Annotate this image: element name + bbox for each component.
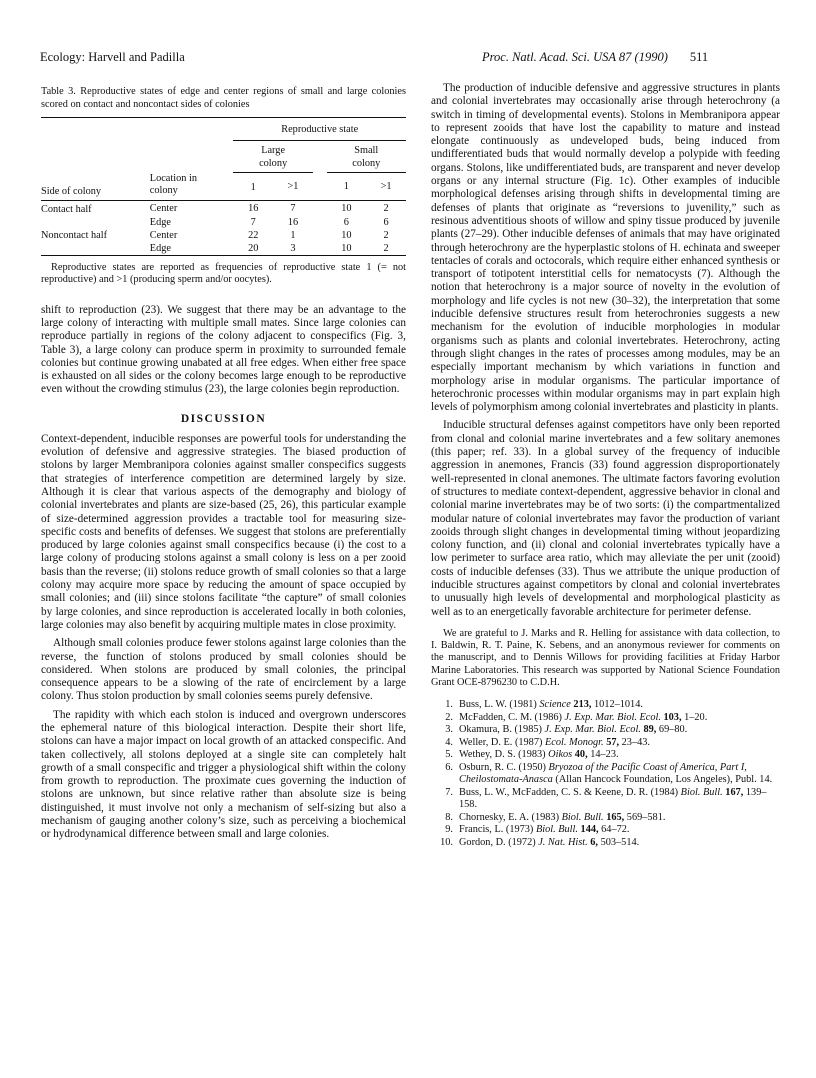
body-paragraph: The rapidity with which each stolon is induced and overgrown underscores the ephemeral nature of this biological interaction. Despite their short life, stolons can have a major impact on local growth of an attacked conspecific. And taken collectively, all stolons deployed at a single site can completely halt growth of a small conspecific and trigger a physiological shift within the colony from growth to reproduction. The proximate cues governing the induction of stolons are unknown, but since relative rather than absolute size is being distinguished, it must involve not only a mechanism of self-sizing but also a mechanism of gauging another colony’s size, such as perceiving a biochemical or hydrodynamical difference between small and large colonies. <box>41 708 406 841</box>
running-header-left: Ecology: Harvell and Padilla <box>40 50 185 64</box>
table-header-large-colony: Large colony <box>259 145 288 169</box>
table-subheader: 1 <box>327 173 367 201</box>
table-subheader: 1 <box>233 173 273 201</box>
right-column <box>431 82 780 849</box>
table-caption: Table 3. Reproductive states of edge and center regions of small and large colonies scored on contact and noncontact sides of colonies <box>41 86 406 110</box>
table-row: Contact half Center 16 7 10 2 <box>41 202 389 215</box>
table-header-repro-state: Reproductive state <box>233 120 406 141</box>
journal-citation: Proc. Natl. Acad. Sci. USA 87 (1990) <box>482 50 668 64</box>
reference-item: 5. Wethey, D. S. (1983) Oikos 40, 14–23. <box>445 749 619 761</box>
table-row: Edge 7 16 6 6 <box>149 216 389 228</box>
body-paragraph: The production of inducible defensive and aggressive structures in plants and colonial invertebrates may occasionally arise through heterochrony (a switch in timing of developmental events). Stolons in Membranipora appear to represent zooids that have lost the capability to mature and instead elongate continuously as undeveloped buds, being induced from undifferentiated buds that would normally develop a polypide with feeding organs. Stolons, like undifferentiated buds, are transparent and never develop organs or any internal structure (Fig. 1c). Other examples of inducible morphological defenses arising through shifts in developmental timing are defenses of plants that originate as “reversions to juvenility,” such as resinous adventitious shoots of willow and spiny tissue produced by juvenile plants (27–29). Other inducible defenses of animals that may have originated through heterochrony are the hyperplastic stolons of H. echinata and sweeper tentacles of corals and octocorals, which require either enhanced synthesis or transport of totipotent interstitial cells for nematocysts (7). Although the notion that heterochrony is a major source of novelty in the evolution of morphology and life cycles is not new (30–32), the interpretation that some inducible defensive structures result from heterochronies suggests a new mechanism for the evolution of inducible morphologies in modular organisms such as plants and colonial invertebrates. Heterochrony, acting through slight changes in the rates of processes among modules, may be an especially important mechanism by which variations in function and morphology arise in modular organisms. The particular importance of heterochronic processes within modular organisms may in part explain high levels of polymorphism among colonial invertebrates and plasticity in plants. <box>431 82 780 414</box>
section-heading: DISCUSSION <box>180 412 267 425</box>
reference-item: 10. Gordon, D. (1972) J. Nat. Hist. 6, 503–514. <box>440 836 640 848</box>
left-column <box>41 86 406 842</box>
reference-item: 8. Chornesky, E. A. (1983) Biol. Bull. 165, 569–581. <box>445 811 666 823</box>
running-header-right <box>482 50 708 65</box>
reference-item: 3. Okamura, B. (1985) J. Exp. Mar. Biol. Ecol. 89, 69–80. <box>445 724 688 736</box>
table-row: Edge 20 3 10 2 <box>41 242 406 256</box>
table-footnote: Reproductive states are reported as frequencies of reproductive state 1 (= not reproductive) and >1 (producing sperm and/or oocytes). <box>41 261 406 286</box>
acknowledgments: We are grateful to J. Marks and R. Helling for assistance with data collection, to I. Baldwin, R. T. Paine, K. Sebens, and an anonymous reviewer for comments on the manuscript, and to Dennis Willows for providing facilities at Friday Harbor Marine Laboratories. This research was supported by National Science Foundation Grant OCE-8796230 to C.D.H. <box>431 627 780 689</box>
body-paragraph: Inducible structural defenses against competitors have only been reported from clonal and colonial marine invertebrates and a few solitary anemones (this paper; ref. 33). In a global survey of the frequency of inducible aggression in anemones, Francis (33) found aggression disproportionately well-represented in clonal anemones. The ultimate factors favoring evolution of structures to mediate context-dependent, aggressive behavior in clonal and colonial marine invertebrates may be of two sorts: (i) the compartmentalized modular nature of colonial invertebrates may favor the production of variant zooids through slight changes in developmental timing without jeopardizing colony function, and (ii) clonal and colonial invertebrates typically have a low perimeter to surface area ratio, which may alleviate the per unit (zooid) costs of inducible defenses (33). Thus we attribute the unique production of inducible structures against competitors by clonal and colonial invertebrates to unusually high levels of developmental and morphological plasticity as well as to an energetically favorable architecture for perimeter defense. <box>431 419 780 618</box>
body-paragraph: shift to reproduction (23). We suggest that there may be an advantage to the large colony of interacting with multiple small mates. Since large colonies can reproduce partially in regions of the colony adjacent to conspecifics (Fig. 3, Table 3), a large colony can produce sperm in proximity to surrounded female colonies but continue growing unabated at all free edges. When either free space is exhausted on all sides or the colony becomes large enough to be reproductive even without the crowding stimulus (23), the large colonies begin reproduction. <box>41 303 406 396</box>
reference-item: 1. Buss, L. W. (1981) Science 213, 1012–1014. <box>445 699 643 711</box>
table-header-location: Location in colony <box>149 172 197 197</box>
body-paragraph: Context-dependent, inducible responses are powerful tools for understanding the evolution of defensive and aggressive strategies. The biased production of stolons by larger Membranipora colonies against smaller conspecifics suggests that strategies of interference competition are determined largely by size. Although it is clear that various aspects of the demography and biology of colonial invertebrates and plants are size-based (25, 26), this particular example of size-determined aggression provides a tractable tool for measuring size-specific costs and benefits of defenses. We suggest that stolons are preferentially produced by large colonies against small conspecifics because (i) the cost to a large colony of producing stolons against a small colony is less on a per zooid basis than the reverse; (ii) stolons reduce growth of small colonies so that a large colony may acquire more space by reducing the amount of space occupied by small colonies; and (iii) since stolons facilitate “the capture” of small colonies by large colonies, and since reproduction is accelerated locally in both colonies, large colonies may also benefit by acquiring multiple mates in close proximity. <box>41 432 406 631</box>
table-header-small-colony: Small colony <box>352 145 381 169</box>
body-paragraph: Although small colonies produce fewer stolons against large colonies than the reverse, the function of stolons produced by small colonies should be considered. When stolons are produced by small colonies, the principal consequence appears to be a slowing of the rate of encirclement by a large colony. Thus stolon production by small colonies seems purely defensive. <box>41 637 406 703</box>
reference-item: 6. Osburn, R. C. (1950) Bryozoa of the Pacific Coast of America, Part I, Cheilostomata-Anasca (Allan Hancock Foundation, Los Angeles), Publ. 14. <box>445 761 773 786</box>
table-header-side: Side of colony <box>41 173 150 201</box>
reference-item: 4. Weller, D. E. (1987) Ecol. Monogr. 57, 23–43. <box>445 736 650 748</box>
table-subheader: >1 <box>273 173 313 201</box>
reference-item: 2. McFadden, C. M. (1986) J. Exp. Mar. Biol. Ecol. 103, 1–20. <box>445 711 708 723</box>
reference-item: 9. Francis, L. (1973) Biol. Bull. 144, 64–72. <box>445 824 630 836</box>
table-row: Noncontact half Center 22 1 10 2 <box>41 229 389 241</box>
table-subheader: >1 <box>366 173 406 201</box>
reference-item: 7. Buss, L. W., McFadden, C. S. & Keene, D. R. (1984) Biol. Bull. 167, 139–158. <box>445 786 767 811</box>
page-number: 511 <box>689 50 709 64</box>
reference-list <box>431 699 780 849</box>
table-3 <box>41 117 406 256</box>
